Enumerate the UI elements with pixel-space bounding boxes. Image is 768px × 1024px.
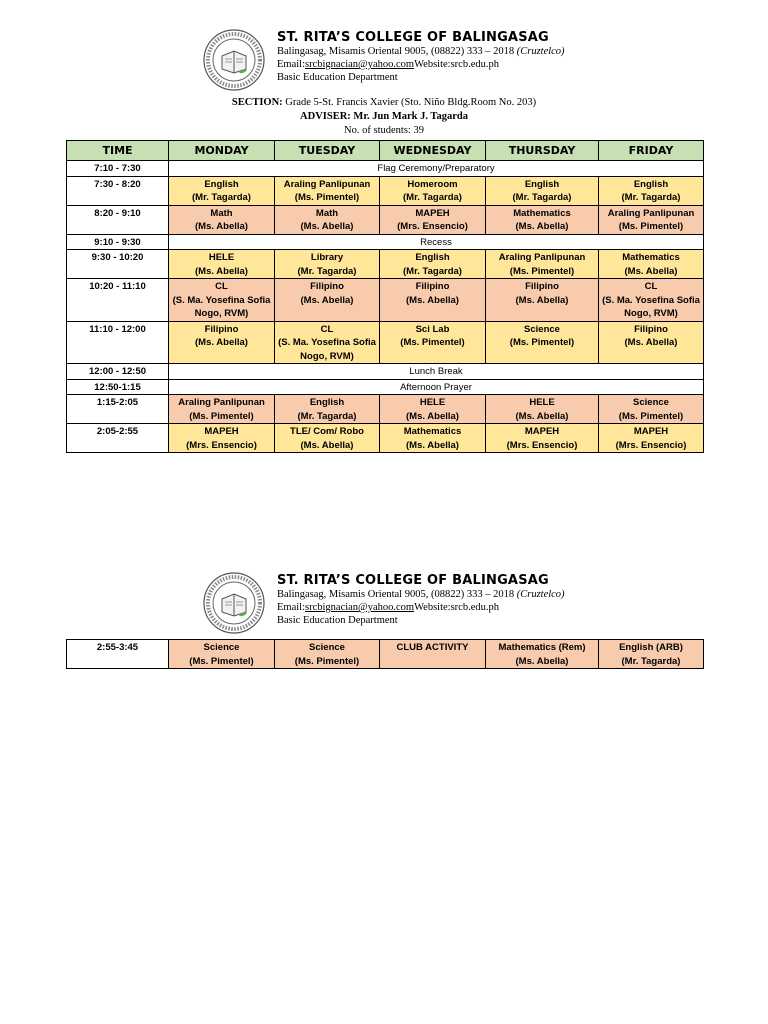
school-contact: Email:srcbignacian@yahoo.comWebsite:srcb.edu.ph: [277, 59, 499, 70]
subject-name: Filipino: [634, 323, 668, 335]
subject-name: CL: [320, 323, 334, 335]
teacher-name: (Ms. Pimentel): [294, 192, 360, 203]
subject-name: Mathematics: [513, 207, 571, 219]
teacher-name: (Ms. Pimentel): [294, 655, 360, 667]
subject-name: Homeroom: [407, 178, 458, 190]
table-row: [67, 205, 704, 234]
class-cell: [599, 395, 704, 424]
teacher-name: (Mrs. Ensencio): [186, 439, 257, 451]
subject-name: MAPEH: [204, 426, 239, 437]
table-row: [67, 176, 704, 205]
class-cell: [486, 424, 599, 453]
subject-name: English: [309, 397, 345, 408]
column-header: WEDNESDAY: [380, 141, 486, 161]
email-link[interactable]: srcbignacian@yahoo.com: [305, 59, 415, 70]
teacher-name: (Ms. Pimentel): [509, 337, 575, 348]
time-cell: 1:15-2:05: [67, 395, 169, 424]
website-text: Website:srcb.edu.ph: [414, 602, 499, 613]
school-address: Balingasag, Misamis Oriental 9005, (08822) 333 – 2018 (Cruztelco): [277, 46, 565, 57]
teacher-name: (Ms. Abella): [195, 337, 248, 348]
class-cell: [380, 395, 486, 424]
teacher-name: (Ms. Pimentel): [618, 410, 684, 422]
time-cell: 2:05-2:55: [67, 424, 169, 453]
teacher-name: (Mr. Tagarda): [512, 192, 572, 203]
school-contact: Email:srcbignacian@yahoo.comWebsite:srcb.edu.ph: [277, 602, 499, 613]
class-cell: [599, 205, 704, 234]
teacher-name: (Ms. Abella): [300, 221, 354, 232]
class-cell: [599, 321, 704, 364]
teacher-name: (Mrs. Ensencio): [615, 439, 687, 451]
subject-name: MAPEH: [524, 426, 560, 437]
activity-span-cell: Flag Ceremony/Preparatory: [169, 161, 704, 177]
class-cell: [275, 321, 380, 364]
teacher-name: (Ms. Abella): [406, 439, 459, 451]
class-cell: [275, 176, 380, 205]
teacher-name: (Ms. Abella): [300, 439, 354, 451]
teacher-name: (Mr. Tagarda): [403, 192, 462, 203]
column-header: MONDAY: [169, 141, 275, 161]
teacher-name: (Ms. Pimentel): [400, 337, 465, 348]
class-cell: [169, 250, 275, 279]
teacher-name: (Ms. Abella): [515, 410, 569, 422]
table-row: [67, 364, 704, 380]
subject-name: Filipino: [204, 323, 239, 335]
class-cell: [486, 205, 599, 234]
subject-name: Science: [203, 642, 240, 653]
class-cell: [486, 640, 599, 669]
time-cell: 8:20 - 9:10: [67, 205, 169, 234]
class-cell: [169, 640, 275, 669]
time-cell: 10:20 - 11:10: [67, 279, 169, 322]
teacher-name: (Mr. Tagarda): [621, 655, 681, 667]
teacher-name: (S. Ma. Yosefina Sofia Nogo, RVM): [278, 337, 376, 362]
school-name: ST. RITA’S COLLEGE OF BALINGASAG: [277, 573, 549, 588]
class-cell: [275, 395, 380, 424]
subject-name: MAPEH: [633, 426, 669, 437]
column-header: TIME: [67, 141, 169, 161]
subject-name: CL: [215, 281, 228, 292]
time-cell: 7:30 - 8:20: [67, 176, 169, 205]
class-cell: [380, 279, 486, 322]
class-cell: [275, 205, 380, 234]
school-address: Balingasag, Misamis Oriental 9005, (08822) 333 – 2018 (Cruztelco): [277, 589, 565, 600]
table-row: [67, 379, 704, 395]
time-cell: 9:30 - 10:20: [67, 250, 169, 279]
column-header: TUESDAY: [275, 141, 380, 161]
time-cell: 7:10 - 7:30: [67, 161, 169, 177]
table-row: [67, 640, 704, 669]
column-header: FRIDAY: [599, 141, 704, 161]
teacher-name: (Ms. Abella): [624, 265, 678, 277]
class-cell: [380, 424, 486, 453]
class-cell: [275, 279, 380, 322]
school-name: ST. RITA’S COLLEGE OF BALINGASAG: [277, 30, 549, 45]
activity-span-cell: Recess: [169, 234, 704, 250]
subject-name: HELE: [529, 397, 555, 408]
subject-name: MAPEH: [415, 207, 450, 219]
teacher-name: (Mr. Tagarda): [297, 410, 357, 422]
table-row: [67, 234, 704, 250]
subject-name: Science: [309, 642, 345, 653]
class-cell: [380, 640, 486, 669]
column-header: THURSDAY: [486, 141, 599, 161]
teacher-name: (Ms. Abella): [406, 294, 459, 306]
subject-name: Math: [315, 207, 339, 219]
department-name: Basic Education Department: [277, 72, 398, 83]
adviser-line: ADVISER: Mr. Jun Mark J. Tagarda: [300, 111, 468, 122]
subject-name: Mathematics: [403, 426, 462, 437]
teacher-name: (Mr. Tagarda): [192, 192, 251, 203]
class-cell: [275, 250, 380, 279]
header-row: [67, 141, 704, 161]
time-cell: 9:10 - 9:30: [67, 234, 169, 250]
section-info: [0, 96, 768, 138]
teacher-name: (Mrs. Ensencio): [506, 439, 578, 451]
class-cell: [169, 205, 275, 234]
subject-name: Science: [633, 397, 669, 408]
subject-name: Mathematics (Rem): [498, 642, 586, 653]
subject-name: HELE: [419, 397, 446, 408]
teacher-name: (Ms. Abella): [515, 221, 569, 232]
subject-name: CLUB ACTIVITY: [396, 642, 469, 653]
class-cell: [599, 250, 704, 279]
time-cell: 11:10 - 12:00: [67, 321, 169, 364]
subject-name: Araling Panlipunan: [283, 178, 371, 190]
table-row: [67, 321, 704, 364]
subject-name: HELE: [208, 252, 235, 263]
department-name: Basic Education Department: [277, 615, 398, 626]
email-link[interactable]: srcbignacian@yahoo.com: [305, 602, 415, 613]
website-text: Website:srcb.edu.ph: [414, 59, 499, 70]
class-cell: [169, 395, 275, 424]
subject-name: Science: [524, 323, 560, 335]
subject-name: English: [204, 178, 239, 190]
activity-span-cell: Lunch Break: [169, 364, 704, 380]
teacher-name: (Ms. Pimentel): [618, 221, 684, 232]
class-cell: [599, 176, 704, 205]
class-cell: [275, 424, 380, 453]
schedule-table: [66, 140, 704, 453]
class-cell: [380, 321, 486, 364]
teacher-name: (Mr. Tagarda): [621, 192, 681, 203]
subject-name: Araling Panlipunan: [498, 252, 586, 263]
class-cell: [599, 424, 704, 453]
class-cell: [169, 279, 275, 322]
table-row: [67, 395, 704, 424]
subject-name: Filipino: [415, 281, 450, 292]
teacher-name: (Mr. Tagarda): [297, 265, 357, 277]
teacher-name: (Ms. Abella): [406, 410, 459, 422]
teacher-name: (Mrs. Ensencio): [397, 221, 468, 232]
teacher-name: (Ms. Pimentel): [189, 410, 254, 422]
schedule-table-continued: [66, 639, 704, 669]
students-count: No. of students: 39: [344, 125, 424, 136]
subject-name: Math: [210, 207, 233, 219]
class-cell: [599, 279, 704, 322]
teacher-name: (Ms. Abella): [624, 337, 678, 348]
teacher-name: (S. Ma. Yosefina Sofia Nogo, RVM): [602, 294, 700, 319]
teacher-name: (Ms. Abella): [515, 655, 569, 667]
activity-span-cell: Afternoon Prayer: [169, 379, 704, 395]
teacher-name: (Ms. Abella): [195, 265, 248, 277]
subject-name: Araling Panlipunan: [607, 207, 695, 219]
class-cell: [486, 395, 599, 424]
subject-name: English: [633, 178, 669, 190]
table-row: [67, 279, 704, 322]
class-cell: [486, 279, 599, 322]
class-cell: [380, 176, 486, 205]
class-cell: [486, 321, 599, 364]
class-cell: [380, 205, 486, 234]
time-cell: 2:55-3:45: [67, 640, 169, 669]
subject-name: Filipino: [525, 281, 559, 292]
section-line: SECTION: Grade 5-St. Francis Xavier (Sto. Niño Bldg.Room No. 203): [231, 97, 537, 108]
class-cell: [169, 321, 275, 364]
subject-name: English (ARB): [619, 642, 683, 653]
class-cell: [486, 176, 599, 205]
time-cell: 12:50-1:15: [67, 379, 169, 395]
teacher-name: (Ms. Abella): [300, 294, 354, 306]
teacher-name: (Ms. Abella): [195, 221, 248, 232]
teacher-name: (Ms. Abella): [515, 294, 569, 306]
time-cell: 12:00 - 12:50: [67, 364, 169, 380]
subject-name: English: [524, 178, 560, 190]
class-cell: [169, 176, 275, 205]
school-header-page2: [203, 572, 623, 634]
teacher-name: (S. Ma. Yosefina Sofia Nogo, RVM): [172, 294, 271, 319]
teacher-name: (Ms. Pimentel): [509, 265, 575, 277]
table-row: [67, 424, 704, 453]
class-cell: [599, 640, 704, 669]
subject-name: TLE/ Com/ Robo: [290, 426, 364, 437]
school-header: [203, 29, 623, 91]
subject-name: CL: [644, 281, 658, 292]
class-cell: [486, 250, 599, 279]
subject-name: Filipino: [310, 281, 344, 292]
teacher-name: (Ms. Pimentel): [189, 655, 254, 667]
table-row: [67, 161, 704, 177]
class-cell: [275, 640, 380, 669]
teacher-name: (Mr. Tagarda): [403, 265, 462, 277]
subject-name: English: [415, 252, 450, 263]
class-cell: [169, 424, 275, 453]
subject-name: Library: [310, 252, 344, 263]
subject-name: Mathematics: [622, 252, 680, 263]
class-cell: [380, 250, 486, 279]
table-row: [67, 250, 704, 279]
school-seal-logo: [203, 29, 265, 91]
school-seal-logo: [203, 572, 265, 634]
subject-name: Araling Panlipunan: [178, 397, 265, 408]
subject-name: Sci Lab: [415, 323, 450, 335]
